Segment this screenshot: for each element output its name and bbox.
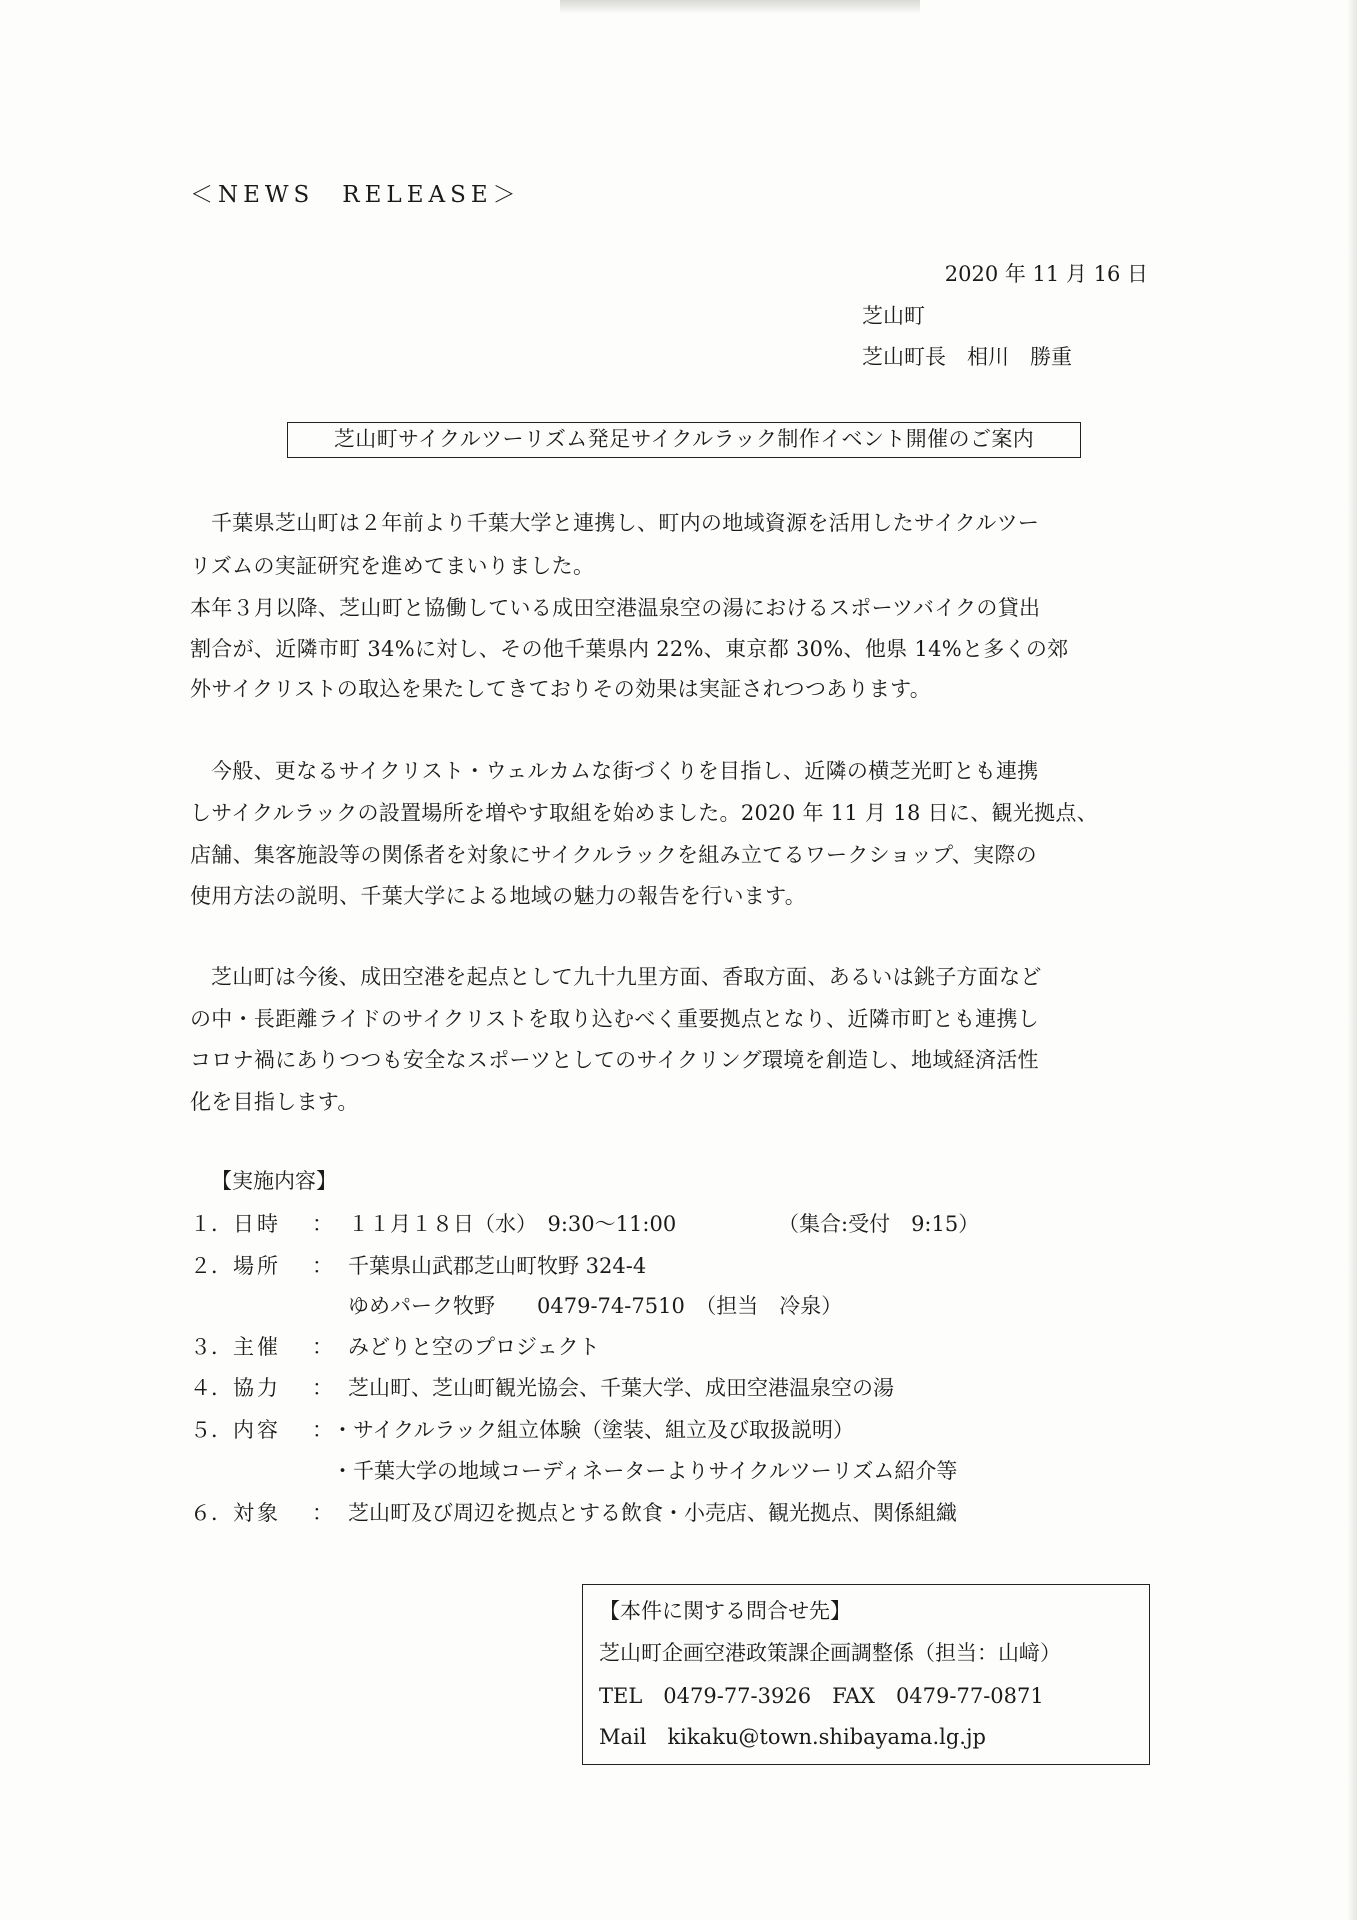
news-release-label: ＜NEWS RELEASE＞ <box>190 182 521 208</box>
paragraph-line: 外サイクリストの取込を果たしてきておりその効果は実証されつつあります。 <box>190 677 932 701</box>
contact-department: 芝山町企画空港政策課企画調整係（担当：山﨑） <box>599 1641 1061 1665</box>
item-number: ６． <box>190 1501 232 1525</box>
signatory: 芝山町長 相川 勝重 <box>862 345 1072 369</box>
item-value: 芝山町及び周辺を拠点とする飲食・小売店、観光拠点、関係組織 <box>348 1501 957 1525</box>
item-value: 芝山町、芝山町観光協会、千葉大学、成田空港温泉空の湯 <box>348 1376 894 1400</box>
paragraph-line: 本年３月以降、芝山町と協働している成田空港温泉空の湯におけるスポーツバイクの貸出 <box>190 596 1041 620</box>
item-label: 主催 <box>233 1335 281 1359</box>
paragraph-line: 割合が、近隣市町 34%に対し、その他千葉県内 22%、東京都 30%、他県 14%と多くの郊 <box>190 637 1069 661</box>
paragraph-line: 千葉県芝山町は２年前より千葉大学と連携し、町内の地域資源を活用したサイクルツー <box>211 511 1040 535</box>
item-number: ５． <box>190 1418 232 1442</box>
contact-email: Mail kikaku@town.shibayama.lg.jp <box>599 1725 986 1749</box>
item-value: ゆめパーク牧野 0479-74-7510 （担当 冷泉） <box>348 1294 843 1318</box>
item-value: みどりと空のプロジェクト <box>348 1335 600 1359</box>
item-number: ４． <box>190 1376 232 1400</box>
release-date: 2020 年 11 月 16 日 <box>944 262 1148 286</box>
item-label: 場所 <box>233 1254 281 1278</box>
item-label: 協力 <box>233 1376 281 1400</box>
item-number: ３． <box>190 1335 232 1359</box>
item-number: １． <box>190 1212 232 1236</box>
paragraph-line: 化を目指します。 <box>190 1090 359 1114</box>
contact-heading: 【本件に関する問合せ先】 <box>599 1599 851 1623</box>
paragraph-line: の中・長距離ライドのサイクリストを取り込むべく重要拠点となり、近隣市町とも連携し <box>190 1007 1040 1031</box>
item-label: 日時 <box>233 1212 281 1236</box>
details-heading: 【実施内容】 <box>211 1169 337 1193</box>
item-colon: ： <box>312 1212 333 1236</box>
paragraph-line: リズムの実証研究を進めてまいりました。 <box>190 554 595 578</box>
paragraph-line: コロナ禍にありつつも安全なスポーツとしてのサイクリング環境を創造し、地域経済活性 <box>190 1048 1039 1072</box>
item-colon: ： <box>312 1254 333 1278</box>
paragraph-line: 芝山町は今後、成田空港を起点として九十九里方面、香取方面、あるいは銚子方面など <box>211 965 1042 989</box>
contact-box <box>582 1584 1150 1765</box>
item-value: ・サイクルラック組立体験（塗装、組立及び取扱説明） <box>332 1418 855 1442</box>
paragraph-line: しサイクルラックの設置場所を増やす取組を始めました。2020 年 11 月 18 日に、観光拠点、 <box>190 801 1099 825</box>
item-value: ・千葉大学の地域コーディネーターよりサイクルツーリズム紹介等 <box>332 1459 958 1483</box>
scan-shadow-top <box>560 0 920 14</box>
item-value: 千葉県山武郡芝山町牧野 324-4 <box>348 1254 647 1278</box>
item-colon: ： <box>312 1418 333 1442</box>
item-label: 対象 <box>233 1501 281 1525</box>
document-title: 芝山町サイクルツーリズム発足サイクルラック制作イベント開催のご案内 <box>287 422 1081 458</box>
item-extra: （集合:受付 9:15） <box>778 1212 980 1236</box>
item-value: １１月１８日（水） 9:30～11:00 <box>348 1212 677 1236</box>
item-colon: ： <box>312 1376 333 1400</box>
item-label: 内容 <box>233 1418 281 1442</box>
issuing-organization: 芝山町 <box>862 304 925 328</box>
item-colon: ： <box>312 1501 333 1525</box>
paragraph-line: 使用方法の説明、千葉大学による地域の魅力の報告を行います。 <box>190 884 807 908</box>
paragraph-line: 今般、更なるサイクリスト・ウェルカムな街づくりを目指し、近隣の横芝光町とも連携 <box>211 759 1039 783</box>
scan-shadow-right <box>1347 0 1357 1920</box>
item-colon: ： <box>312 1335 333 1359</box>
item-number: ２． <box>190 1254 232 1278</box>
contact-phone-fax: TEL 0479-77-3926 FAX 0479-77-0871 <box>599 1684 1044 1708</box>
paragraph-line: 店舗、集客施設等の関係者を対象にサイクルラックを組み立てるワークショップ、実際の <box>190 843 1037 867</box>
